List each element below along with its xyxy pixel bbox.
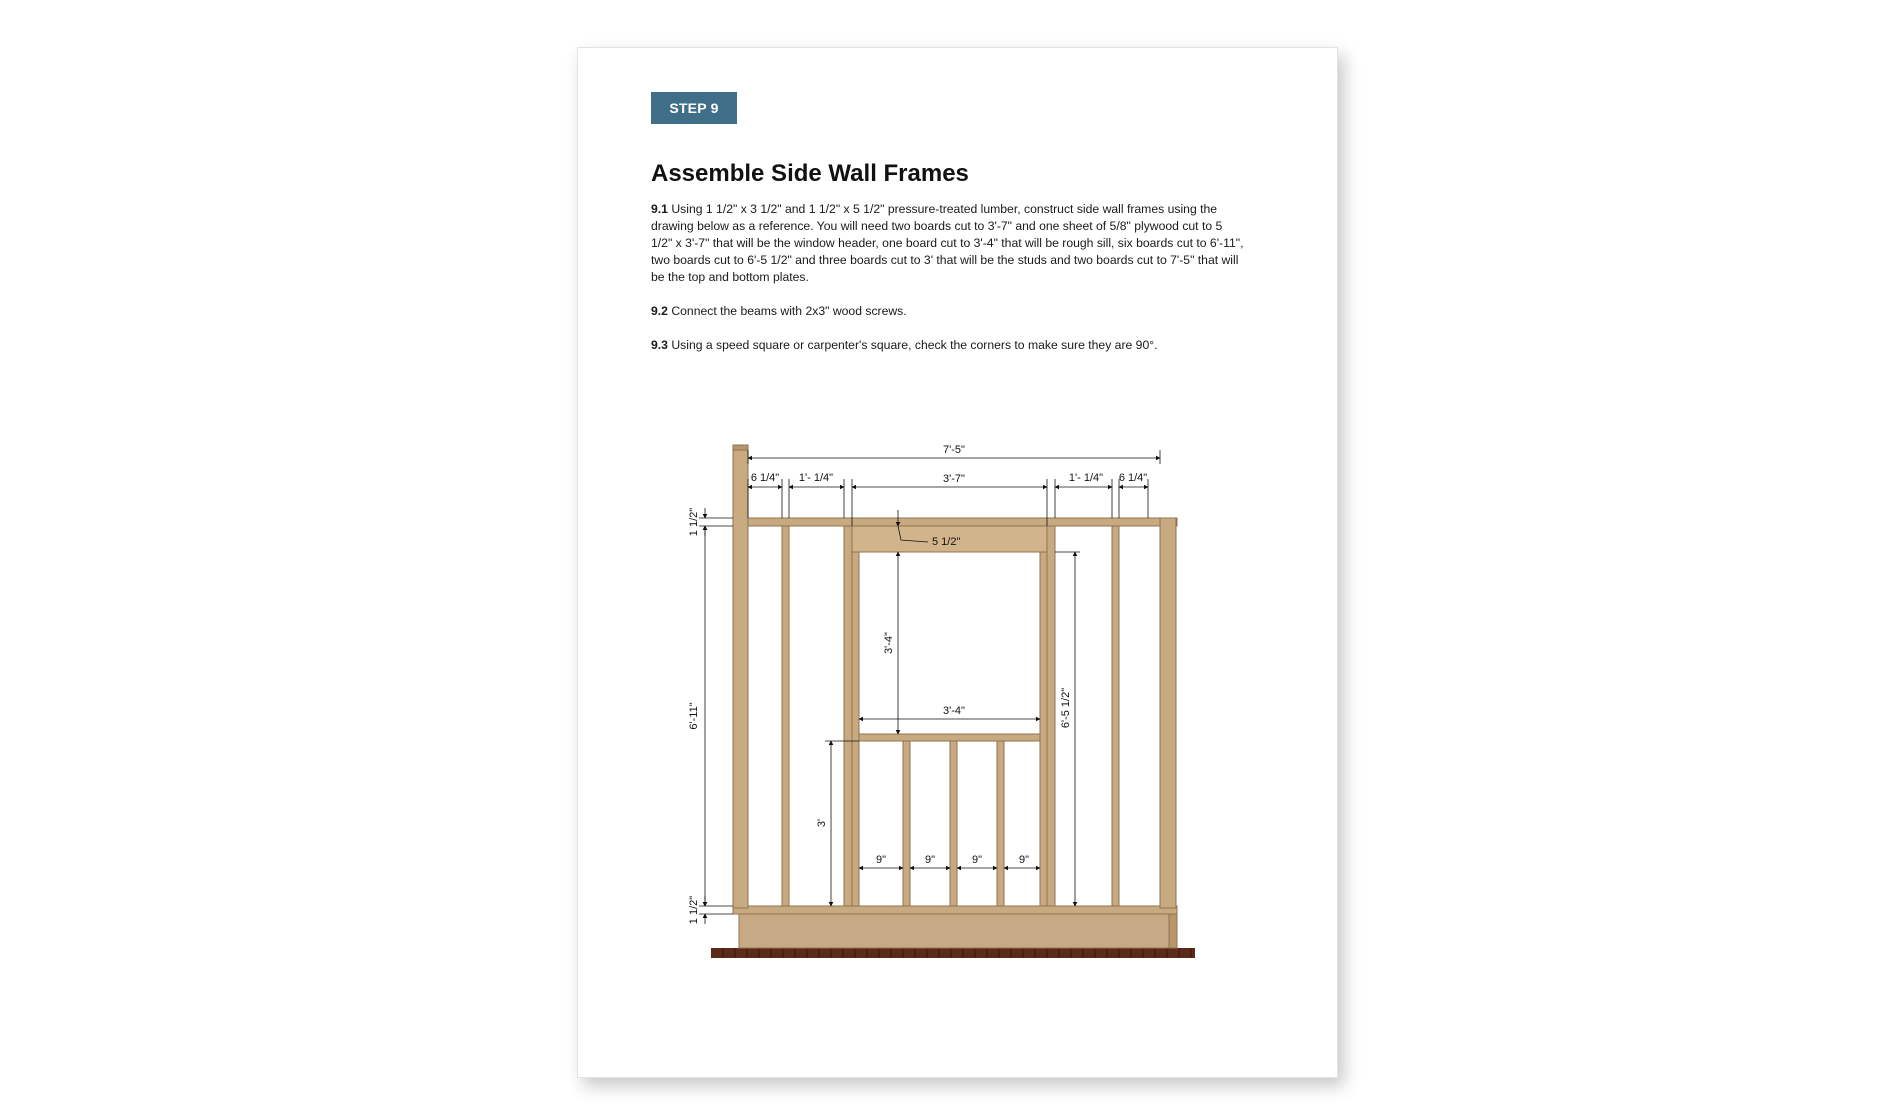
dim-bottom-plate: 1 1/2" bbox=[688, 895, 700, 925]
stud-left bbox=[782, 526, 789, 906]
dim-right-spacing: 6 1/4" bbox=[1118, 472, 1148, 484]
corner-post bbox=[733, 445, 748, 908]
foundation-strip bbox=[711, 948, 1195, 958]
cripple-stud bbox=[950, 741, 957, 906]
dim-overall-width: 7'-5" bbox=[943, 444, 965, 456]
dim-window-height: 3'-4" bbox=[883, 632, 895, 654]
floor-rim-end bbox=[1169, 912, 1177, 948]
dim-jack-stud-height: 6'-5 1/2" bbox=[1060, 687, 1072, 729]
step-number: 9.3 bbox=[651, 338, 668, 352]
dim-cripple-spacing-1: 9" bbox=[875, 854, 887, 866]
dim-opening-width: 3'-7" bbox=[943, 473, 965, 485]
wall-frame-drawing bbox=[578, 48, 1339, 1079]
step-text: Using 1 1/2" x 3 1/2" and 1 1/2" x 5 1/2" pressure-treated lumber, construct side wall frames using the drawing below as a reference. You will need two boards cut to 3'-7" and one sheet of 5/8" plywood cut to 5 1/2" x 3'-7" that will be the window header, one board cut to 3'-4" that will be rough sill, six boards cut to 6'-11", two boards cut to 6'-5 1/2" and three boards cut to 3' that will be the studs and two boards cut to 7'-5" that will be the top and bottom plates. bbox=[651, 202, 1244, 284]
dim-cripple-spacing-4: 9" bbox=[1018, 854, 1030, 866]
dim-left-spacing: 6 1/4" bbox=[750, 472, 780, 484]
cripple-stud bbox=[903, 741, 910, 906]
dim-left-gap: 1'- 1/4" bbox=[798, 472, 834, 484]
dim-stud-height: 6'-11" bbox=[688, 702, 700, 730]
document-page bbox=[577, 47, 1338, 1078]
dim-sill-width: 3'-4" bbox=[943, 705, 965, 717]
dim-right-gap: 1'- 1/4" bbox=[1068, 472, 1104, 484]
king-stud-left bbox=[844, 526, 852, 906]
stud-right bbox=[1112, 526, 1119, 906]
dim-cripple-spacing-2: 9" bbox=[924, 854, 936, 866]
step-text: Using a speed square or carpenter's square, check the corners to make sure they are 90°. bbox=[667, 338, 1158, 352]
bottom-plate bbox=[733, 906, 1177, 914]
step-number: 9.1 bbox=[651, 202, 668, 216]
dim-top-plate: 1 1/2" bbox=[688, 507, 700, 537]
dim-cripple-spacing-3: 9" bbox=[971, 854, 983, 866]
floor-rim-board bbox=[739, 912, 1175, 948]
dim-header-depth: 5 1/2" bbox=[932, 536, 961, 548]
rough-sill bbox=[859, 734, 1040, 741]
step-text: Connect the beams with 2x3" wood screws. bbox=[667, 304, 907, 318]
end-stud-right bbox=[1160, 518, 1176, 908]
jack-stud-left bbox=[852, 552, 859, 906]
corner-post-top bbox=[733, 445, 748, 450]
jack-stud-right bbox=[1040, 552, 1047, 906]
king-stud-right bbox=[1047, 526, 1055, 906]
step-number: 9.2 bbox=[651, 304, 668, 318]
top-plate bbox=[733, 518, 1177, 526]
page-title: Assemble Side Wall Frames bbox=[651, 160, 969, 187]
dim-cripple-height: 3' bbox=[816, 818, 828, 828]
cripple-stud bbox=[997, 741, 1004, 906]
step-badge: STEP 9 bbox=[651, 92, 737, 124]
